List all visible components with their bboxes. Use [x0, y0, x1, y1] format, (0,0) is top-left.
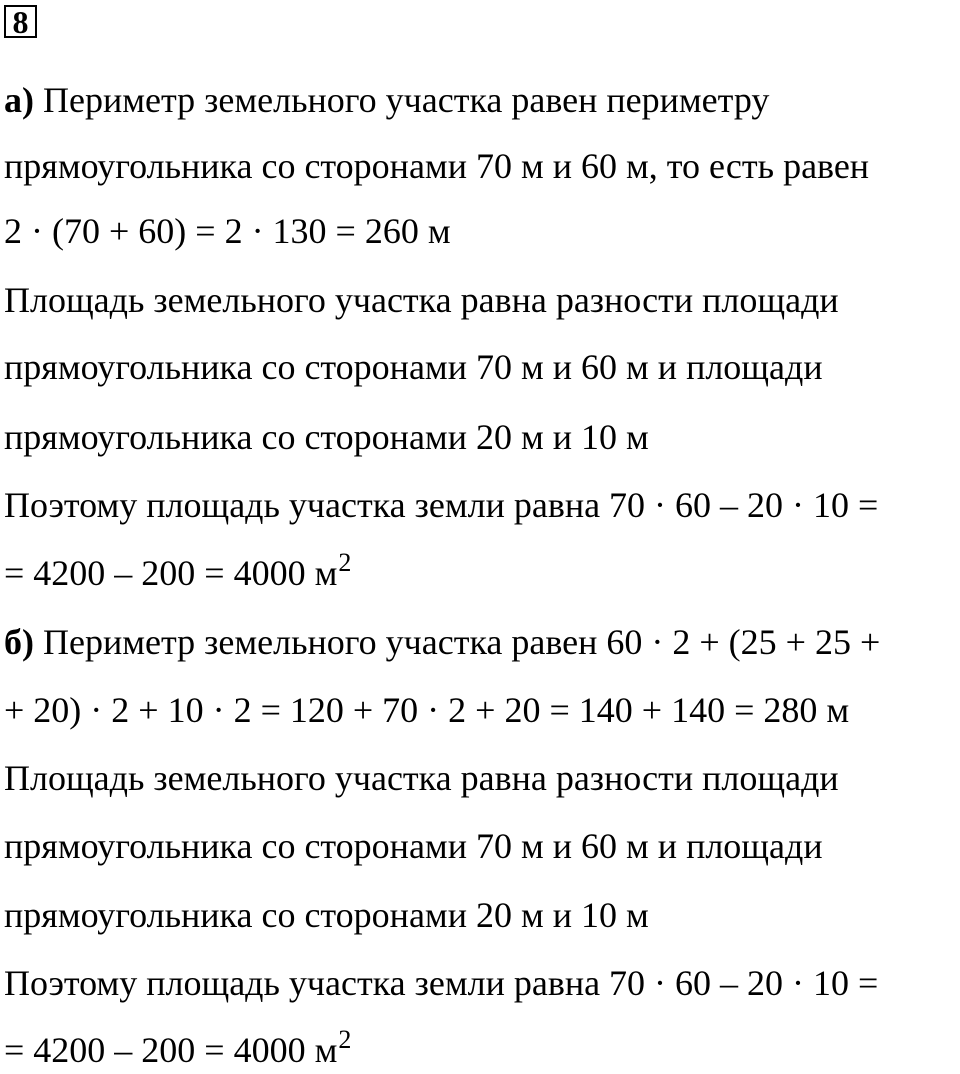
part-a-line-3: 2 · (70 + 60) = 2 · 130 = 260 м [4, 211, 451, 251]
part-a-line-8 [4, 548, 352, 597]
part-a-text-1: Периметр земельного участка равен периметру [34, 80, 770, 120]
part-b-result: = 4200 – 200 = 4000 м [4, 1030, 338, 1070]
part-b-line-5: прямоугольника со сторонами 20 м и 10 м [4, 895, 649, 935]
part-a-label: а) [4, 80, 34, 120]
part-b-exponent: 2 [338, 1025, 352, 1054]
part-b-label: б) [4, 622, 34, 662]
part-a-result: = 4200 – 200 = 4000 м [4, 553, 338, 593]
part-b-line-3: Площадь земельного участка равна разности площади [4, 758, 839, 798]
part-b-line-4: прямоугольника со сторонами 70 м и 60 м и площади [4, 826, 823, 866]
part-a-line-2: прямоугольника со сторонами 70 м и 60 м, то есть равен [4, 146, 870, 186]
task-number-box: 8 [4, 5, 37, 38]
part-a-line-1 [4, 80, 769, 120]
part-b-line-7 [4, 1025, 352, 1074]
part-b-line-2: + 20) · 2 + 10 · 2 = 120 + 70 · 2 + 20 = 140 + 140 = 280 м [4, 690, 850, 730]
part-a-line-4: Площадь земельного участка равна разности площади [4, 280, 839, 320]
part-a-exponent: 2 [338, 548, 352, 577]
part-b-line-1 [4, 622, 880, 662]
part-a-line-6: прямоугольника со сторонами 20 м и 10 м [4, 417, 649, 457]
part-b-line-6: Поэтому площадь участка земли равна 70 · 60 – 20 · 10 = [4, 963, 879, 1003]
part-a-line-7: Поэтому площадь участка земли равна 70 · 60 – 20 · 10 = [4, 485, 879, 525]
part-a-line-5: прямоугольника со сторонами 70 м и 60 м и площади [4, 347, 823, 387]
part-b-text-1: Периметр земельного участка равен 60 · 2 + (25 + 25 + [34, 622, 881, 662]
